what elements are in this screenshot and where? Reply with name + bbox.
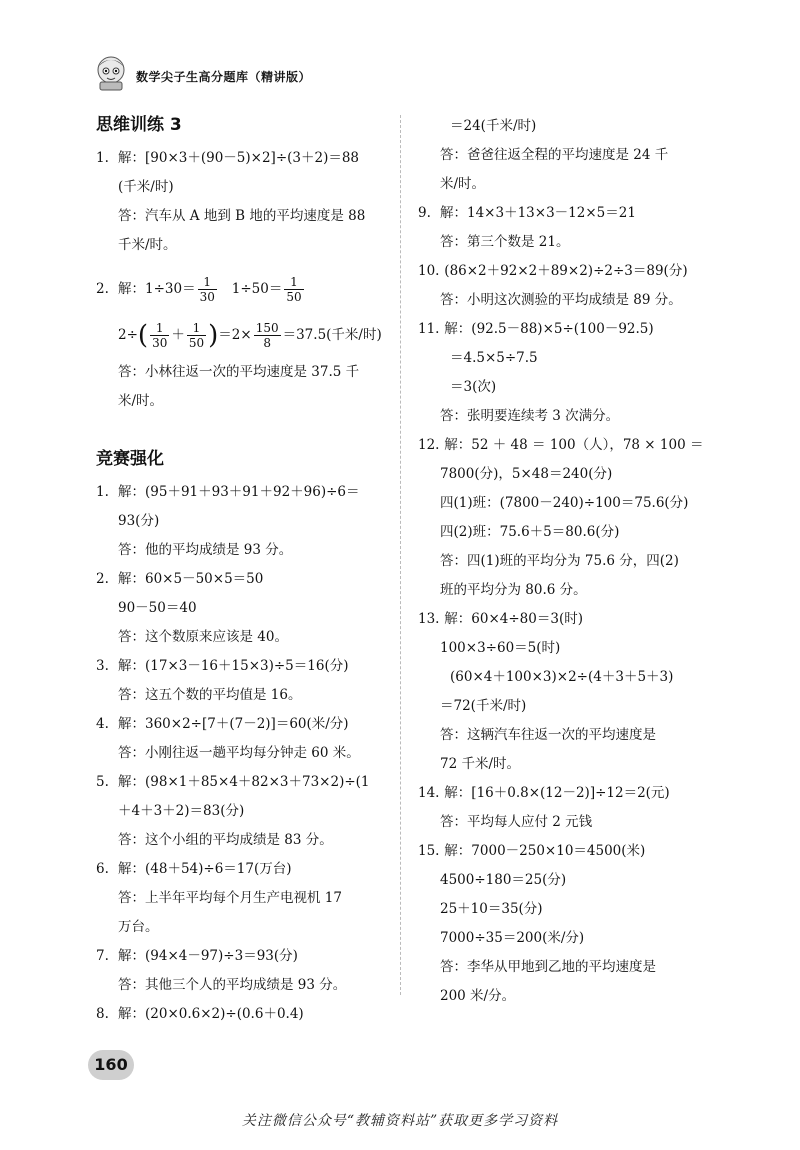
- answer-line: 四(1)班：(7800－240)÷100＝75.6(分): [440, 495, 689, 511]
- page-number: 160: [88, 1050, 134, 1080]
- item-number: 1.: [96, 484, 109, 500]
- answer-line: 解：(92.5－88)×5÷(100－92.5): [444, 321, 654, 337]
- answer-line: 解：(20×0.6×2)÷(0.6＋0.4): [118, 1006, 304, 1022]
- competition-answer-15: [418, 837, 712, 1011]
- answer-line: 解：60×5－50×5＝50: [118, 571, 264, 587]
- competition-answer-1: [96, 478, 392, 565]
- answer-line: 答：小林往返一次的平均速度是 37.5 千: [118, 364, 360, 380]
- item-number: 4.: [96, 716, 109, 732]
- answer-line: 90－50＝40: [118, 600, 197, 616]
- left-column: [96, 112, 392, 1029]
- fraction: $\frac{1}{30}$: [199, 275, 215, 304]
- item-number: 12.: [418, 437, 440, 453]
- section-title-competition: 竞赛强化: [96, 449, 164, 469]
- answer-line: 解：52 ＋ 48 ＝ 100（人），78 × 100 ＝: [444, 437, 704, 453]
- answer-line: 班的平均分为 80.6 分。: [440, 582, 587, 598]
- competition-answer-6: [96, 855, 392, 942]
- answer-line: 25＋10＝35(分): [440, 901, 543, 917]
- answer-line: 解：60×4÷80＝3(时): [444, 611, 583, 627]
- answer-line: 答：这个数原来应该是 40。: [118, 629, 288, 645]
- competition-answer-13: [418, 605, 712, 779]
- answer-line: 答：小明这次测验的平均成绩是 89 分。: [440, 292, 682, 308]
- answer-line: 解：7000－250×10＝4500(米): [444, 843, 646, 859]
- answer-line: 答：这个小组的平均成绩是 83 分。: [118, 832, 333, 848]
- answer-line: 解：360×2÷[7＋(7－2)]＝60(米/分): [118, 716, 349, 732]
- answer-line: 答：小刚往返一趟平均每分钟走 60 米。: [118, 745, 360, 761]
- answer-2: 2. 解：1÷30＝ $\frac{1}{30}$ 1÷50＝ $\frac{1}{50}$ 2÷( $\frac{1}{30}$ ＋ $\frac{1}{50}$ )＝2× $\frac{150}{8}$ ＝37.5(千米/时) 答：小林往返一次的平均速度是 37.5 千 米/时。: [96, 266, 392, 416]
- answer-line: 答：爸爸往返全程的平均速度是 24 千: [440, 147, 669, 163]
- answer-line: ＝72(千米/时): [440, 698, 527, 714]
- answer-line: 万台。: [118, 919, 159, 935]
- answer-line: ＋4＋3＋2)＝83(分): [118, 803, 245, 819]
- section-title-thinking: 思维训练 3: [96, 115, 182, 135]
- answer-line: 答：上半年平均每个月生产电视机 17: [118, 890, 342, 906]
- answer-line: 米/时。: [440, 176, 486, 192]
- answer-line: 解：(17×3－16＋15×3)÷5＝16(分): [118, 658, 349, 674]
- fraction: $\frac{150}{8}$: [255, 321, 279, 350]
- formula-text: 2÷: [118, 327, 138, 343]
- item-number: 3.: [96, 658, 109, 674]
- answer-line: 93(分): [118, 513, 160, 529]
- item-number: 9.: [418, 205, 431, 221]
- answer-line: 7800(分)，5×48＝240(分): [440, 466, 613, 482]
- competition-answer-8: [96, 1000, 392, 1029]
- item-number: 10.: [418, 263, 440, 279]
- item-number: 7.: [96, 948, 109, 964]
- answer-line: 解：(95＋91＋93＋91＋92＋96)÷6＝: [118, 484, 360, 500]
- answer-line: 答：汽车从 A 地到 B 地的平均速度是 88: [118, 208, 366, 224]
- item-number: 2.: [96, 281, 109, 297]
- item-number: 8.: [96, 1006, 109, 1022]
- item-number: 1.: [96, 150, 109, 166]
- answer-line: (千米/时): [118, 179, 174, 195]
- header-title: 数学尖子生高分题库（精讲版）: [136, 70, 312, 84]
- answer-line: 解：(98×1＋85×4＋82×3＋73×2)÷(1: [118, 774, 370, 790]
- formula-text: ＋: [171, 327, 185, 343]
- answer-line: 答：其他三个人的平均成绩是 93 分。: [118, 977, 347, 993]
- answer-line: 四(2)班：75.6＋5＝80.6(分): [440, 524, 620, 540]
- competition-answer-7: [96, 942, 392, 1000]
- item-number: 2.: [96, 571, 109, 587]
- answer-line: ＝3(次): [450, 379, 497, 395]
- answer-line: 答：平均每人应付 2 元钱: [440, 814, 593, 830]
- answer-line: (86×2＋92×2＋89×2)÷2÷3＝89(分): [444, 263, 688, 279]
- formula-text: ＝2×: [218, 327, 252, 343]
- answer-line: 答：他的平均成绩是 93 分。: [118, 542, 293, 558]
- competition-answer-2: [96, 565, 392, 652]
- competition-answer-10: [418, 257, 712, 315]
- answer-line: 7000÷35＝200(米/分): [440, 930, 585, 946]
- fraction: $\frac{1}{50}$: [188, 321, 205, 350]
- competition-answer-3: [96, 652, 392, 710]
- formula-text: 1÷50＝: [231, 281, 283, 297]
- answer-line: ＝24(千米/时): [450, 118, 537, 134]
- answer-1: [96, 144, 392, 260]
- competition-answer-11: [418, 315, 712, 431]
- fraction: $\frac{1}{50}$: [286, 275, 302, 304]
- answer-line: 答：这五个数的平均值是 16。: [118, 687, 302, 703]
- answer-line: 千米/时。: [118, 237, 177, 253]
- answer-line: (60×4＋100×3)×2÷(4＋3＋5＋3): [450, 669, 674, 685]
- answer-line: 解：(48＋54)÷6＝17(万台): [118, 861, 292, 877]
- answer-line: 72 千米/时。: [440, 756, 521, 772]
- item-number: 6.: [96, 861, 109, 877]
- answer-line: 解：[16＋0.8×(12－2)]÷12＝2(元): [444, 785, 670, 801]
- competition-answer-5: [96, 768, 392, 855]
- running-header: [92, 52, 422, 96]
- answer-line: 解：[90×3＋(90－5)×2]÷(3＋2)＝88: [118, 150, 360, 166]
- item-number: 11.: [418, 321, 440, 337]
- competition-answer-14: [418, 779, 712, 837]
- competition-answer-12: [418, 431, 712, 605]
- answer-line: 200 米/分。: [440, 988, 516, 1004]
- answer-line: 100×3÷60＝5(时): [440, 640, 561, 656]
- column-divider: [400, 115, 401, 995]
- mascot-logo-icon: [92, 52, 130, 92]
- competition-answer-9: [418, 199, 712, 257]
- answer-line: 答：张明要连续考 3 次满分。: [440, 408, 620, 424]
- answer-line: 米/时。: [118, 393, 164, 409]
- formula-text: ＝37.5(千米/时): [282, 327, 382, 343]
- answer-line: 解：14×3＋13×3－12×5＝21: [440, 205, 636, 221]
- item-number: 5.: [96, 774, 109, 790]
- competition-answer-8-cont: [418, 112, 712, 199]
- fraction: $\frac{1}{30}$: [152, 321, 168, 350]
- competition-answer-4: [96, 710, 392, 768]
- answer-line: ＝4.5×5÷7.5: [450, 350, 538, 366]
- answer-line: 4500÷180＝25(分): [440, 872, 567, 888]
- footer-note: 关注微信公众号“教辅资料站”获取更多学习资料: [241, 1113, 559, 1129]
- formula-text: 解：1÷30＝: [118, 281, 196, 297]
- item-number: 14.: [418, 785, 440, 801]
- answer-line: 答：李华从甲地到乙地的平均速度是: [440, 959, 656, 975]
- answer-line: 解：(94×4－97)÷3＝93(分): [118, 948, 298, 964]
- right-column: [418, 112, 712, 1011]
- item-number: 15.: [418, 843, 440, 859]
- answer-line: 答：第三个数是 21。: [440, 234, 570, 250]
- item-number: 13.: [418, 611, 440, 627]
- answer-line: 答：这辆汽车往返一次的平均速度是: [440, 727, 656, 743]
- answer-line: 答：四(1)班的平均分为 75.6 分，四(2): [440, 553, 679, 569]
